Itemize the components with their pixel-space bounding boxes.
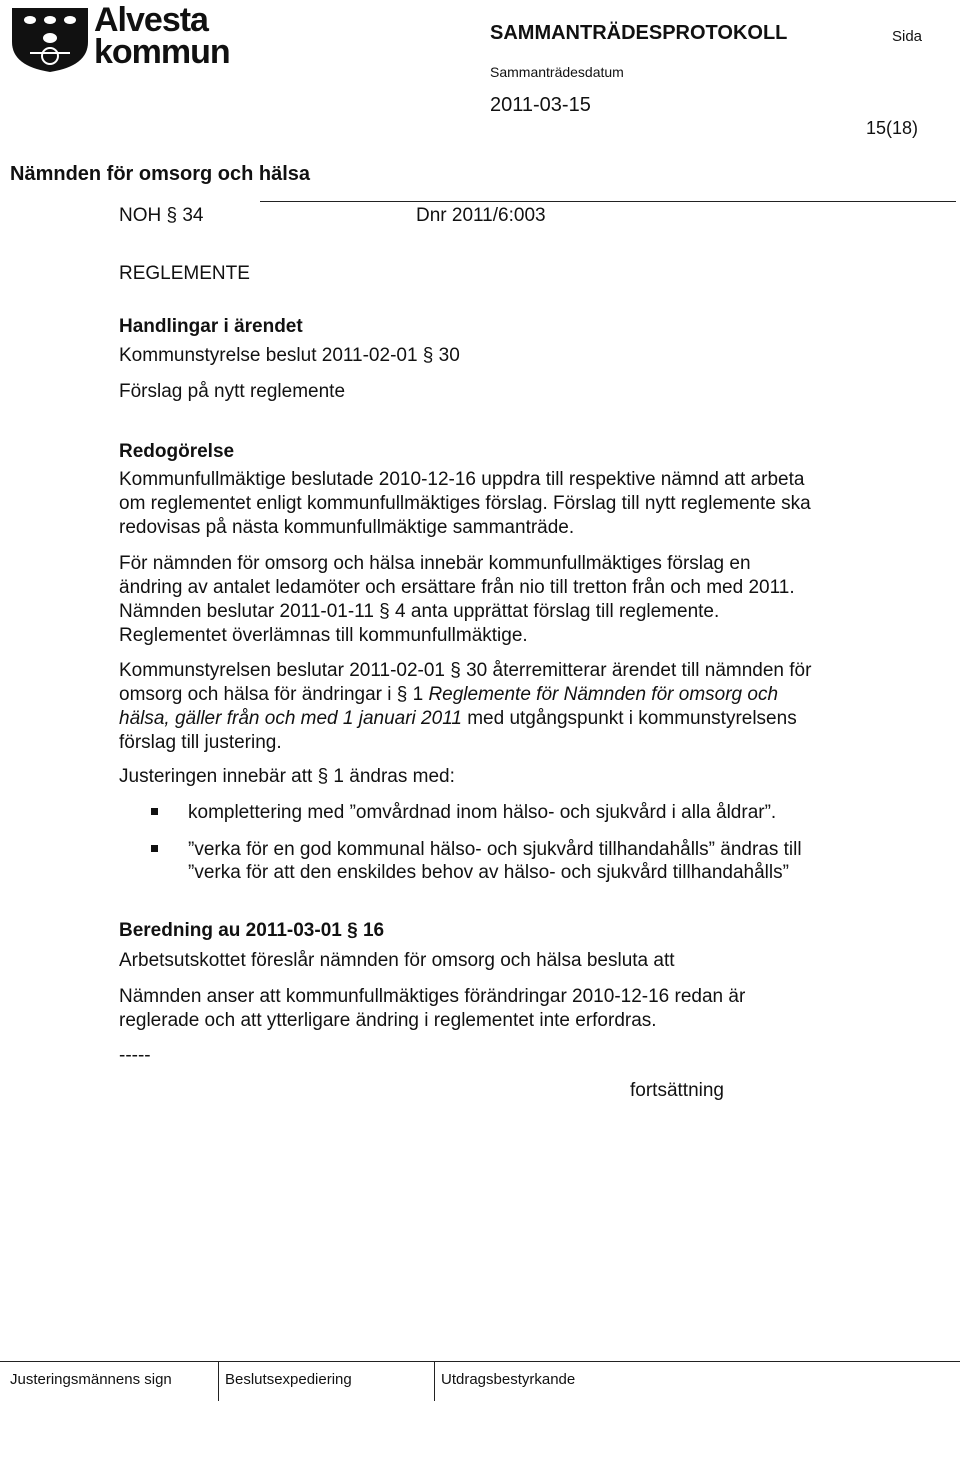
case-dnr: Dnr 2011/6:003: [416, 205, 546, 226]
preparation-heading: Beredning au 2011-03-01 § 16: [119, 920, 385, 941]
bullet-icon: [151, 808, 158, 815]
section-end-dashes: -----: [119, 1045, 151, 1066]
footer-certification-field: Utdragsbestyrkande: [441, 1371, 576, 1388]
logo-wordmark: Alvesta kommun: [94, 1, 230, 71]
preparation-line: reglerade och att ytterligare ändring i reglementet inte erfordras.: [119, 1010, 657, 1031]
report-paragraph-2-line: För nämnden för omsorg och hälsa innebär kommunfullmäktiges förslag en: [119, 553, 751, 574]
preparation-line: Arbetsutskottet föreslår nämnden för omsorg och hälsa besluta att: [119, 950, 675, 971]
report-paragraph-3-line: förslag till justering.: [119, 732, 282, 753]
report-paragraph-1-line: Kommunfullmäktige beslutade 2010-12-16 uppdra till respektive nämnd att arbeta: [119, 469, 805, 490]
footer-column-divider: [218, 1361, 219, 1401]
amendment-intro: Justeringen innebär att § 1 ändras med:: [119, 766, 455, 787]
meeting-date-label: Sammanträdesdatum: [490, 64, 624, 80]
footer-column-divider: [434, 1361, 435, 1401]
case-id: NOH § 34: [119, 205, 204, 226]
document-item: Förslag på nytt reglemente: [119, 381, 346, 402]
report-paragraph-2-line: Nämnden beslutar 2011-01-11 § 4 anta upprättat förslag till reglemente.: [119, 601, 720, 622]
document-item: Kommunstyrelse beslut 2011-02-01 § 30: [119, 345, 460, 366]
report-paragraph-3-line: omsorg och hälsa för ändringar i § 1 Reglemente för Nämnden för omsorg och: [119, 684, 779, 705]
amendment-item: ”verka för en god kommunal hälso- och sjukvård tillhandahålls” ändras till: [188, 839, 802, 860]
report-heading: Redogörelse: [119, 441, 235, 462]
footer-divider: [0, 1361, 960, 1362]
report-paragraph-3-line: Kommunstyrelsen beslutar 2011-02-01 § 30 återremitterar ärendet till nämnden för: [119, 660, 812, 681]
report-paragraph-1-line: om reglementet enligt kommunfullmäktiges förslag. Förslag till nytt reglemente ska: [119, 493, 811, 514]
header-divider: [260, 201, 956, 202]
page-label: Sida: [892, 28, 923, 45]
coat-of-arms-icon: [10, 6, 90, 72]
report-paragraph-3-line: hälsa, gäller från och med 1 januari 2011 med utgångspunkt i kommunstyrelsens: [119, 708, 797, 729]
amendment-item-continuation: ”verka för att den enskildes behov av hälso- och sjukvård tillhandahålls”: [188, 862, 789, 883]
committee-name: Nämnden för omsorg och hälsa: [10, 163, 311, 185]
municipality-logo: [10, 1, 240, 74]
meeting-date: 2011-03-15: [490, 94, 591, 116]
report-paragraph-2-line: Reglementet överlämnas till kommunfullmäktige.: [119, 625, 528, 646]
footer-signature-field: Justeringsmännens sign: [10, 1371, 172, 1388]
page-number: 15(18): [866, 118, 919, 138]
report-paragraph-2-line: ändring av antalet ledamöter och ersättare från nio till tretton från och med 2011.: [119, 577, 795, 598]
preparation-line: Nämnden anser att kommunfullmäktiges förändringar 2010-12-16 redan är: [119, 986, 746, 1007]
footer-dispatch-field: Beslutsexpediering: [225, 1371, 352, 1388]
documents-heading: Handlingar i ärendet: [119, 316, 303, 337]
continued-note: fortsättning: [630, 1080, 724, 1101]
amendment-item: komplettering med ”omvårdnad inom hälso- och sjukvård i alla åldrar”.: [188, 802, 777, 823]
case-title: REGLEMENTE: [119, 263, 250, 284]
report-paragraph-1-line: redovisas på nästa kommunfullmäktige sammanträde.: [119, 517, 575, 538]
document-type-title: SAMMANTRÄDESPROTOKOLL: [490, 22, 788, 44]
bullet-icon: [151, 845, 158, 852]
